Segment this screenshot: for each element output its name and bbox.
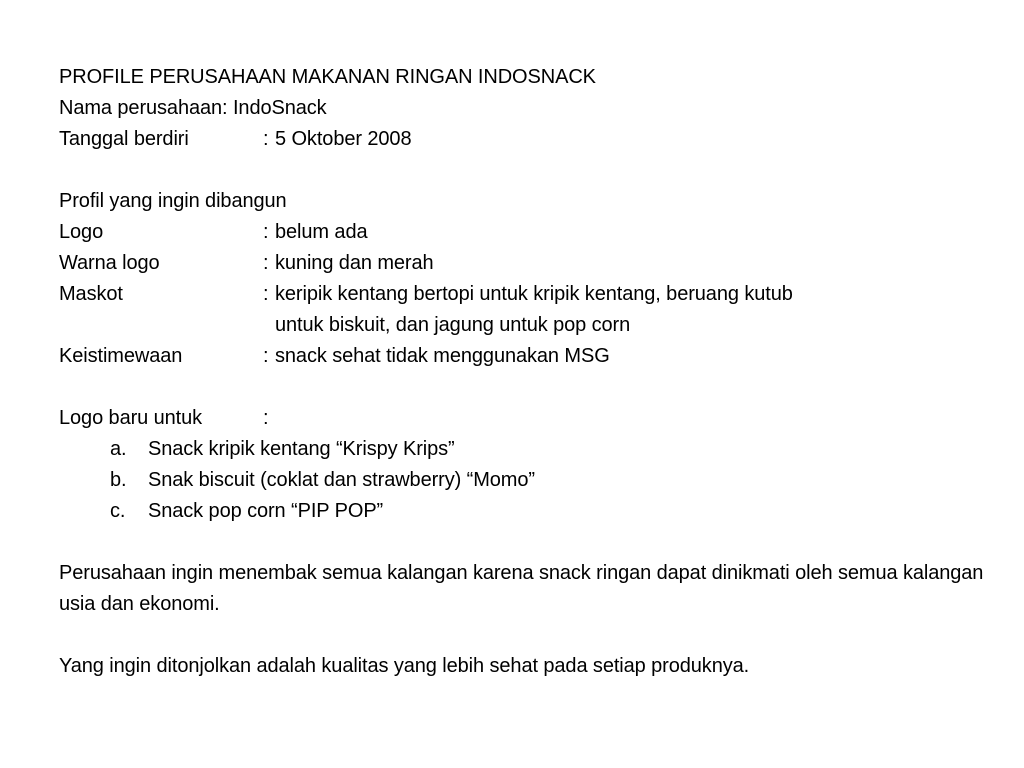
paragraph-target-market: Perusahaan ingin menembak semua kalangan karena snack ringan dapat dinikmati oleh semua kalangan usia dan ekonomi. <box>59 562 984 615</box>
new-logo-colon: : <box>263 407 269 429</box>
field-row-warna-logo <box>59 248 989 279</box>
founded-value: 5 Oktober 2008 <box>275 128 412 150</box>
company-name: Nama perusahaan: IndoSnack <box>59 97 327 119</box>
list-item-text: Snak biscuit (coklat dan strawberry) “Momo” <box>148 469 535 491</box>
paragraph-highlight: Yang ingin ditonjolkan adalah kualitas yang lebih sehat pada setiap produknya. <box>59 655 750 677</box>
founded-row <box>59 124 989 155</box>
field-colon: : <box>263 283 269 305</box>
field-label: Keistimewaan <box>59 345 183 367</box>
list-item <box>59 434 989 465</box>
field-value-continuation: untuk biskuit, dan jagung untuk pop corn <box>275 314 631 336</box>
list-marker: c. <box>110 500 126 522</box>
spacer <box>59 527 989 558</box>
field-colon: : <box>263 252 269 274</box>
list-marker: a. <box>110 438 127 460</box>
slide-content <box>59 62 989 682</box>
list-item-text: Snack kripik kentang “Krispy Krips” <box>148 438 455 460</box>
list-item <box>59 496 989 527</box>
list-item <box>59 465 989 496</box>
field-colon: : <box>263 221 269 243</box>
document-title: PROFILE PERUSAHAAN MAKANAN RINGAN INDOSNACK <box>59 66 596 88</box>
spacer <box>59 155 989 186</box>
new-logo-label: Logo baru untuk <box>59 407 203 429</box>
founded-label: Tanggal berdiri <box>59 128 189 150</box>
field-value: keripik kentang bertopi untuk kripik kentang, beruang kutub <box>275 283 793 305</box>
list-marker: b. <box>110 469 127 491</box>
spacer <box>59 620 989 651</box>
founded-colon: : <box>263 128 269 150</box>
field-value: snack sehat tidak menggunakan MSG <box>275 345 610 367</box>
spacer <box>59 372 989 403</box>
field-label: Maskot <box>59 283 123 305</box>
field-label: Logo <box>59 221 104 243</box>
profile-heading: Profil yang ingin dibangun <box>59 190 287 212</box>
field-value: belum ada <box>275 221 368 243</box>
new-logo-row <box>59 403 989 434</box>
field-value: kuning dan merah <box>275 252 434 274</box>
field-row-maskot <box>59 279 989 310</box>
field-label: Warna logo <box>59 252 160 274</box>
field-row-logo <box>59 217 989 248</box>
list-item-text: Snack pop corn “PIP POP” <box>148 500 384 522</box>
field-row-keistimewaan <box>59 341 989 372</box>
field-colon: : <box>263 345 269 367</box>
